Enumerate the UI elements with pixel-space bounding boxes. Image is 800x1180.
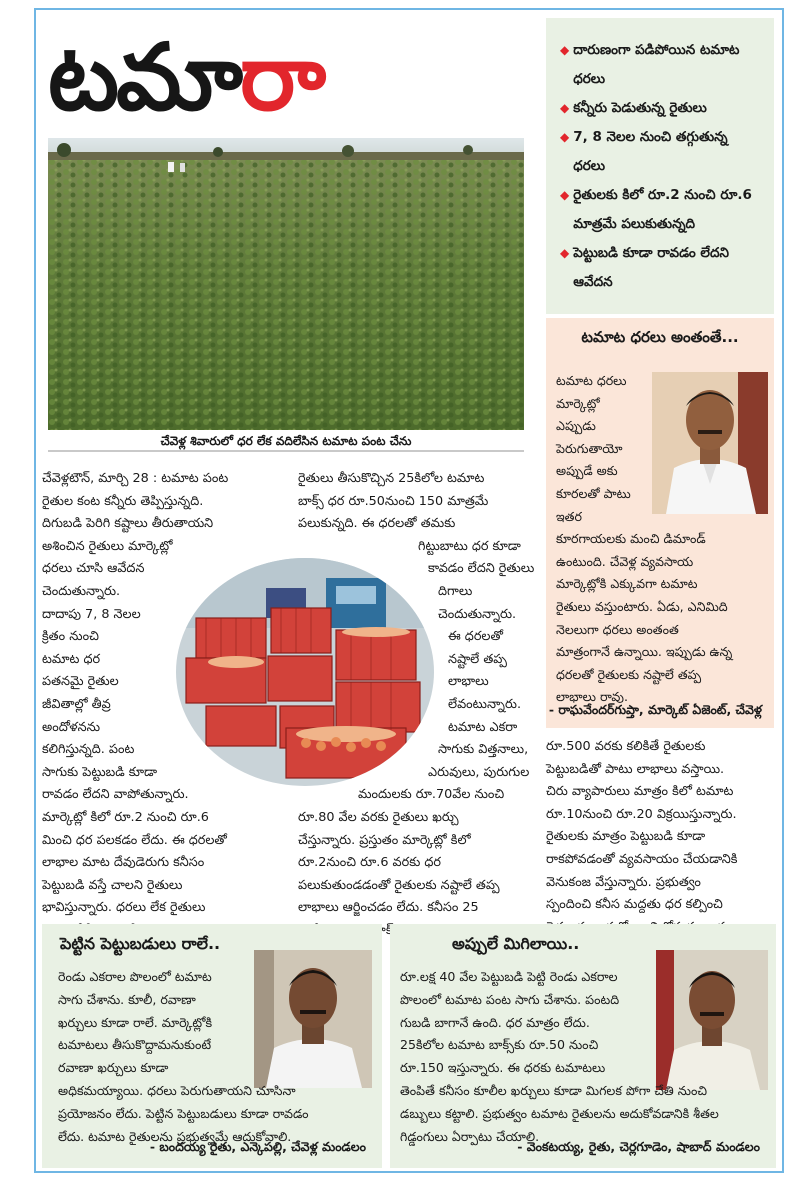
highlight-item: ◆ 7, 8 నెలల నుంచి తగ్గుతున్న ధరలు <box>560 123 764 181</box>
farmer-signature-right: - వెంకటయ్య, రైతు, చెర్లగూడెం, షాబాద్ మండలం <box>517 1139 760 1154</box>
photo-caption: చేవెళ్ల శివారులో ధర లేక వదిలేసిన టమాట పంట చేను <box>160 434 412 448</box>
highlight-item: ◆ రైతులకు కిలో రూ.2 నుంచి రూ.6 మాత్రమే పలుకుతున్నది <box>560 181 764 239</box>
headline-black: టమా <box>48 24 240 131</box>
farmer-quote-text-right: రూ.లక్ష 40 వేల పెట్టుబడి పెట్టి రెండు ఎకరాల పొలంలో టమాట పంట సాగు చేశాను. పంటది గుబడి బాగానే ఉంది. ధర మాత్రం లేదు. 25కిలోల టమాట బాక్స్‌కు రూ.50 నుంచి రూ.150 ఇస్తున్నారు. ఈ ధరకు టమాటలు తెంపితే కనీసం కూలీల ఖర్చులు కూడా మిగలక పోగా చేతి నుంచి డబ్బులు కట్టాలి. ప్రభుత్వం టమాట రైతులను అదుకోవడానికి శీతల గిడ్డంగులు ఏర్పాటు చేయాలి. <box>400 969 719 1144</box>
diamond-bullet-icon: ◆ <box>560 188 570 202</box>
tomato-field-photo <box>48 138 524 430</box>
diamond-bullet-icon: ◆ <box>560 130 570 144</box>
diamond-bullet-icon: ◆ <box>560 246 570 260</box>
farmer-quote-box-left <box>42 924 382 1168</box>
quote-signature: - రాఘవేందర్‌గుప్తా, మార్కెట్ ఏజెంట్, చేవెళ్ల <box>548 702 762 717</box>
diamond-bullet-icon: ◆ <box>560 101 570 115</box>
newspaper-page <box>34 8 784 1173</box>
market-agent-quote-box <box>546 318 774 728</box>
highlight-item: ◆ పెట్టుబడి కూడా రావడం లేదని ఆవేదన <box>560 239 764 297</box>
headline-red: రా <box>239 24 324 131</box>
highlights-box <box>546 18 774 314</box>
quote-text: టమాట ధరలు మార్కెట్లో ఎప్పుడు పెరుగుతాయో అప్పుడే అకు కూరలతో పాటు ఇతర కూరగాయలకు మంచి డిమాండ్ ఉంటుంది. చేవెళ్ల వ్యవసాయ మార్కెట్లోకి ఎక్కువగా టమాట రైతులు వస్తుంటారు. ఏడు, ఎనిమిది నెలలుగా ధరలు అంతంత మాత్రంగానే ఉన్నాయి. ఇప్పుడు ఉన్న ధరలతో రైతులకు నష్టాలే తప్ప లాభాలు రావు. <box>556 373 733 705</box>
highlight-item: ◆ దారుణంగా పడిపోయిన టమాట ధరలు <box>560 36 764 94</box>
headline <box>48 14 323 142</box>
article-column-2: రైతులు తీసుకొచ్చిన 25కిలోల టమాట బాక్స్ ధర రూ.50నుంచి 150 మాత్రమే పలుకున్నది. ఈ ధరలతో తమకు గిట్టుబాటు ధర కూడా కావడం లేదని రైతులు దిగాలు చెందుతున్నారు. ఈ ధరలతో నష్టాలే తప్ప లాభాలు లేవంటున్నారు. టమాట ఎకరా సాగుకు విత్తనాలు, ఎరువులు, పురుగుల మందులకు రూ.70వేల నుంచి రూ.80 వేల వరకు రైతులు ఖర్చు చేస్తున్నారు. ప్రస్తుతం మార్కెట్లో కిలో రూ.2నుంచి రూ.6 వరకు ధర పలుకుతుండడంతో రైతులకు నష్టాలే తప్ప లాభాలు ఆర్జించడం లేదు. కనీసం 25 బాక్స్ <box>298 471 535 938</box>
article-column-1: చేవెళ్లటౌన్, మార్చి 28 : టమాట పంట రైతుల కంట కన్నీరు తెప్పిస్తున్నది. దిగుబడి పెరిగి కష్టాలు తీరుతాయని అశించిన రైతులు మార్కెట్లో ధరలు చూసి ఆవేదన చెందుతున్నారు. దాదాపు 7, 8 నెలల క్రితం నుంచి టమాట ధర పతనమై రైతుల జీవితాల్లో తీవ్ర అందోళనను కలిగిస్తున్నది. పంట సాగుకు పెట్టుబడి కూడా రావడం లేదని వాపోతున్నారు. మార్కెట్లో కిలో రూ.2 నుంచి రూ.6 మించి ధర పలకడం లేదు. ఈ ధరలతో లాభాల మాట దేవుడెరుగు కనీసం పెట్టుబడి వస్తే చాలని రైతులు భావిస్తున్నారు. ధరలు లేక రైతులు <box>42 471 229 916</box>
diamond-bullet-icon: ◆ <box>560 43 570 57</box>
farmer-quote-text-left: రెండు ఎకరాల పొలంలో టమాట సాగు చేశాను. కూలీ, రవాణా ఖర్చులు కూడా రాలే. మార్కెట్లోకి టమాటలు తీసుకొద్దామనుకుంటే రవాణా ఖర్చులు కూడా అధికమయ్యాయి. ధరలు పెరుగుతాయని చూసినా ప్రయోజనం లేదు. పెట్టిన పెట్టుబడులు కూడా రావడం లేదు. టమాట రైతులను ప్రభుత్వమే ఆదుకోవాలి. <box>58 969 309 1144</box>
quote-title: టమాట ధరలు అంతంతే... <box>581 328 739 346</box>
farmer-quote-title-left: పెట్టిన పెట్టుబడులు రాలే.. <box>60 934 221 953</box>
caption-divider <box>48 450 524 452</box>
article-column-3: రూ.500 వరకు కలికితే రైతులకు పెట్టుబడితో పాటు లాభాలు వస్తాయి. చిరు వ్యాపారులు మాత్రం కిలో టమాట రూ.10నుంచి రూ.20 విక్రయిస్తున్నారు. రైతులకు మాత్రం పెట్టుబడి కూడా రాకపోవడంతో వ్యవసాయం చేయడానికి వెనుకంజ వేస్తున్నారు. ప్రభుత్వం స్పందించి కనీస మద్దతు ధర కల్పించి <box>546 739 738 913</box>
tomato-crates-photo <box>176 558 434 786</box>
farmer-quote-box-right <box>390 924 776 1168</box>
farmer-signature-left: - బందయ్య రైతు, ఎన్కెపల్లి, చేవెళ్ల మండలం <box>149 1139 366 1154</box>
farmer-quote-title-right: అప్పులే మిగిలాయి.. <box>452 934 580 953</box>
highlight-item: ◆ కన్నీరు పెడుతున్న రైతులు <box>560 94 764 123</box>
